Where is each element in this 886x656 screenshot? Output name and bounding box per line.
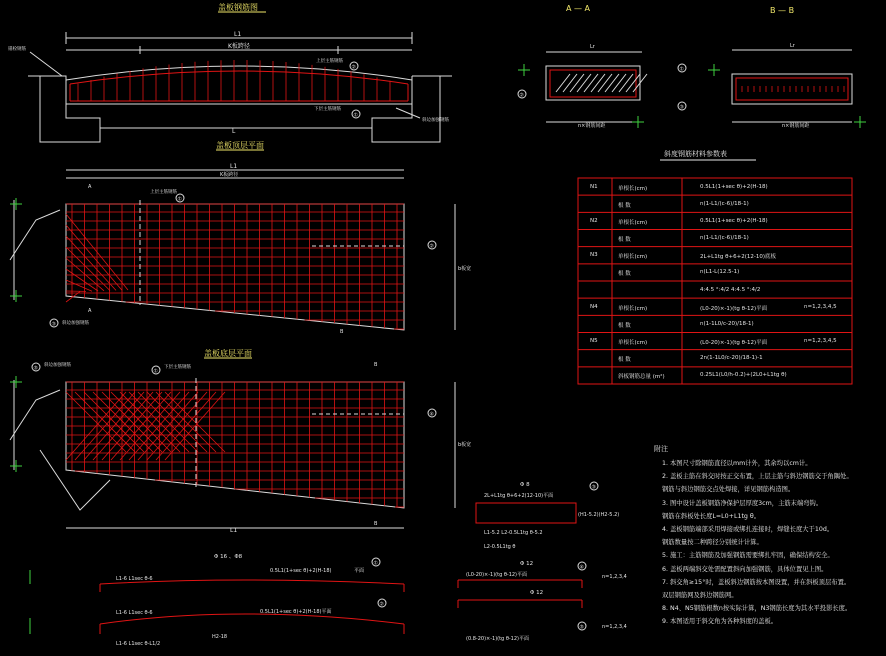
note-item: 5. 施工：主筋钢筋及加强钢筋需要绑扎牢固，确保结构安全。 — [662, 552, 834, 560]
note-item: 钢筋在斜板处长度L=L0+L1tg θ。 — [662, 512, 761, 520]
note-item: 9. 本图适用于斜交角为各种斜度的盖板。 — [662, 618, 778, 626]
table-row-label: 单根长(cm) — [618, 219, 648, 226]
top-plan-rebar-grid — [66, 204, 404, 329]
section-b-bottom: B — [374, 521, 378, 527]
marker-top-3: ③ — [51, 321, 56, 328]
label-anchor: 锚栓钢筋 — [8, 47, 26, 52]
table-row-label: 单根长(cm) — [618, 185, 648, 192]
top-plan-dim-span: K板跨径 — [220, 172, 239, 178]
d1-side: (H1-5.2)(H2-5.2) — [578, 512, 620, 518]
marker-bot-1: ① — [153, 368, 158, 375]
bar8-label: Φ 8 — [520, 482, 530, 488]
b2-tag: H2-18 — [212, 634, 228, 640]
marker-aa-2: ② — [519, 92, 524, 99]
label-top-bar: 上层主筋钢筋 — [316, 59, 343, 64]
table-row-label: 根 数 — [618, 271, 631, 278]
top-plan-title: 盖板顶层平面 — [216, 141, 264, 150]
table-row-label: 根 数 — [618, 202, 631, 209]
table-row-extra: n=1,2,3,4,5 — [804, 303, 837, 310]
bottom-plan-rebar-grid — [66, 382, 404, 507]
d1-bottom1: L1-5.2 L2-0.5L1tg θ-5.2 — [484, 530, 543, 536]
d4-formula: (L0-20)×-1)(tg θ-12)平面 — [466, 572, 528, 578]
d1-formula: 2L+L1tg θ+6+2(12-10)平面 — [484, 493, 554, 499]
table-row-label: 单根长(cm) — [618, 340, 648, 347]
note-item: 钢筋与斜边钢筋交点处焊接，详见钢筋构造图。 — [662, 486, 795, 494]
dim-l1-top: L1 — [234, 31, 242, 38]
table-row-formula: 2n(1-1L0/c-20)/18-1)-1 — [700, 355, 763, 362]
note-item: 钢筋数量按二种跨径分别统计计算。 — [662, 539, 763, 547]
marker-aa-1: ① — [679, 66, 684, 73]
section-aa-title: A — A — [566, 4, 591, 13]
marker-d5: ⑤ — [579, 624, 584, 631]
label-edge-bar: 斜边加强钢筋 — [422, 118, 449, 123]
table-row-formula: 0.5L1(1+sec θ)+2(H-18) — [700, 217, 768, 224]
dim-l-bottom: L — [232, 128, 236, 135]
b2-formula: 0.5L1(1+sec θ)+2(H-18)平面 — [260, 609, 332, 615]
table-row-formula: n(1-L1/(c-6)/18-1) — [700, 235, 749, 242]
b2-bottom: L1-6 L1sec θ-L1/2 — [116, 641, 161, 647]
table-row-id: N5 — [590, 338, 598, 345]
table-row-formula: 2L+L1tg θ+6+2(12-10)底板 — [700, 254, 776, 261]
bottom-plan-view — [10, 348, 471, 534]
table-row-extra: n=1,2,3,4,5 — [804, 338, 837, 345]
table-row-formula: 0.5L1(1+sec θ)+2(H-18) — [700, 183, 768, 190]
table-row-formula: 4:4.5 °:4/2 4:4.5 °:4/2 — [700, 286, 761, 293]
top-plan-dim-l1: L1 — [230, 163, 238, 170]
d5-n: n=1,2,3,4 — [602, 624, 627, 630]
b1-formula: 0.5L1(1+sec θ)+2(H-18) — [270, 568, 332, 574]
note-item: 6. 盖板两端斜交处需配置斜向加强钢筋，具体位置见上图。 — [662, 565, 828, 573]
b1-tag: 平面 — [354, 568, 365, 574]
note-item: 4. 盖板钢筋端部采用焊接或绑扎连接时，焊缝长度大于10d。 — [662, 526, 834, 533]
elevation-title: 盖板钢筋图 — [218, 3, 258, 12]
note-item: 8. N4、N5钢筋根数n按实际计算，N3钢筋长度为其水平投影长度。 — [662, 605, 852, 613]
label-top-plan-bar: 上层主筋钢筋 — [150, 190, 177, 195]
aa-hatch — [556, 74, 647, 92]
top-plan-width: b板宽 — [458, 266, 472, 272]
table-row-formula: (L0-20)×-1)(tg θ-12)平面 — [700, 340, 768, 347]
marker-b1: ① — [373, 560, 378, 567]
label-bottom-plan-bar: 下层主筋钢筋 — [164, 365, 191, 370]
marker-top-1: ① — [177, 196, 182, 203]
bar-details-mid — [458, 482, 627, 642]
note-item: 1. 本图尺寸除钢筋直径以mm计外，其余均以cm计。 — [662, 460, 812, 467]
marker-top-2: ② — [429, 243, 434, 250]
marker-d1: ③ — [591, 484, 596, 491]
bb-rebar-ticks — [742, 86, 844, 92]
note-item: 7. 斜交角≥15°时，盖板斜边钢筋按本图设置，并在斜板顶层布置。 — [662, 578, 851, 586]
b2-left: L1-6 L1sec θ-6 — [116, 610, 153, 616]
top-plan-view — [10, 140, 471, 335]
b1-left: L1-6 L1sec θ-6 — [116, 576, 153, 582]
notes-heading: 附注 — [654, 445, 668, 453]
marker-aa-3: ③ — [679, 104, 684, 111]
table-row-formula: (L0-20)×-1)(tg θ-12)平面 — [700, 305, 768, 312]
bottom-plan-dim-l1: L1 — [230, 527, 238, 534]
bar12b-label: Φ 12 — [530, 590, 544, 596]
section-bb-view — [708, 6, 866, 129]
table-row-formula: n(L1-L(12.5-1) — [700, 269, 740, 276]
bar16-label: Φ 16 、Φ8 — [214, 554, 243, 560]
table-row-id: N1 — [590, 183, 598, 190]
section-aa-view — [518, 4, 686, 129]
elevation-stirrups — [78, 60, 390, 101]
table-row-id: N3 — [590, 252, 598, 259]
d4-n: n=1,2,3,4 — [602, 574, 627, 580]
aa-dim-n: n×钢筋间距 — [578, 123, 606, 129]
d5-bottom: (0.8-20)×-1)(tg θ-12)平面 — [466, 636, 529, 642]
table-row-id: N2 — [590, 217, 598, 224]
note-item: 2. 盖板主筋在斜交时按正交布置，上层主筋与斜边钢筋交于角隅处。 — [662, 473, 853, 481]
marker-bot-4: ④ — [429, 411, 434, 418]
section-b-top: B — [374, 362, 378, 368]
bar12a-label: Φ 12 — [520, 561, 534, 567]
table-title: 斜度钢筋材料参数表 — [664, 150, 727, 158]
section-a-bottom: A — [88, 308, 92, 314]
table-row-formula: n(1-1L0/c-20)/18-1) — [700, 320, 754, 327]
elevation-view — [8, 2, 452, 142]
bb-dim-lr: Lr — [790, 43, 795, 49]
bar-details-left — [30, 554, 404, 647]
bottom-plan-width: b板宽 — [458, 442, 472, 448]
marker-b2: ② — [379, 601, 384, 608]
marker-elev-2: ② — [351, 64, 356, 71]
table-row-label: 斜板钢筋总量 (m²) — [618, 374, 665, 381]
marker-d4: ④ — [579, 564, 584, 571]
table-row-formula: n(1-L1/(c-6)/18-1) — [700, 200, 749, 207]
bb-dim-n: n×钢筋间距 — [782, 123, 810, 129]
note-item: 双层钢筋网及斜边钢筋网。 — [662, 592, 738, 599]
marker-bot-5: ⑤ — [33, 365, 38, 372]
aa-dim-lr: Lr — [590, 44, 595, 50]
section-bb-title: B — B — [770, 6, 795, 15]
table-row-id: N4 — [590, 303, 598, 310]
label-bottom-plan-edge: 斜边加强钢筋 — [44, 363, 71, 368]
label-bottom-bar: 下层主筋钢筋 — [314, 107, 341, 112]
note-item: 3. 图中设计盖板钢筋净保护层厚度3cm，主筋末端弯钩。 — [662, 499, 823, 507]
table-row-label: 根 数 — [618, 357, 631, 364]
section-b-top-plan: B — [340, 329, 344, 335]
marker-elev-1: ① — [353, 112, 358, 119]
dim-span: K板跨径 — [228, 43, 250, 50]
table-row-label: 单根长(cm) — [618, 254, 648, 261]
table-row-label: 根 数 — [618, 237, 631, 244]
bottom-plan-title: 盖板底层平面 — [204, 349, 252, 358]
section-a-top: A — [88, 184, 92, 190]
table-row-label: 根 数 — [618, 322, 631, 329]
table-row-label: 单根长(cm) — [618, 305, 648, 312]
table-row-formula: 0.25L1(L0/h-0.2)+(2L0+L1tg θ) — [700, 372, 787, 379]
d1-bottom2: L2-0.5L1tg θ — [484, 544, 516, 550]
label-top-plan-edge: 斜边加强钢筋 — [62, 321, 89, 326]
